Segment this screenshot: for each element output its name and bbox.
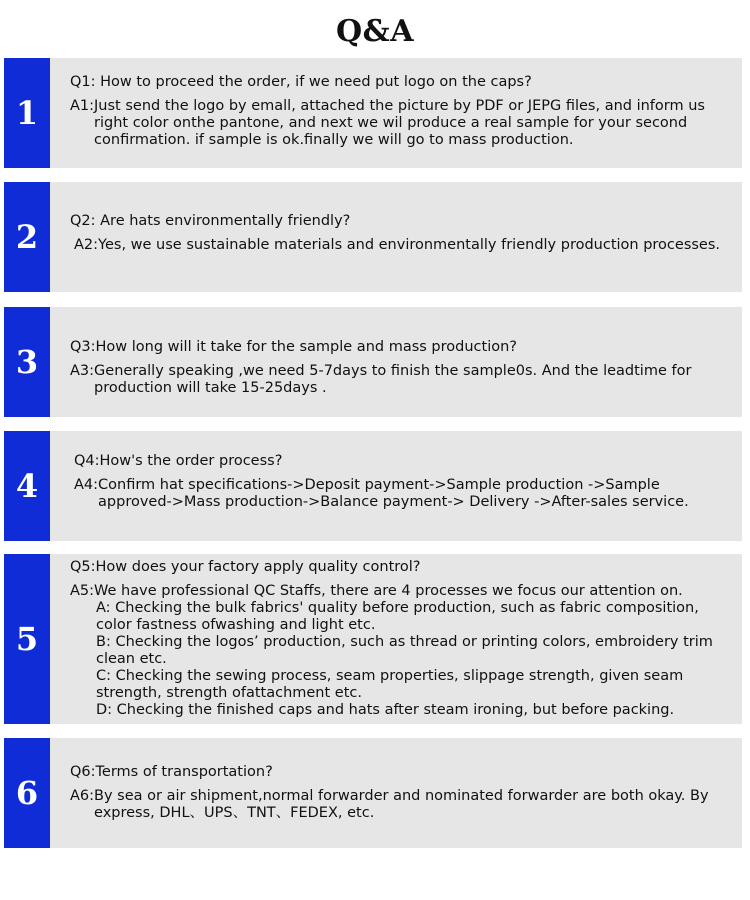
answer-text: Just send the logo by emall, attached the picture by PDF or JEPG files, and inform us right color onthe pantone, and next we wil produce a real sample for your second confirmation. if sample is ok.finally we will go to mass production.: [94, 98, 705, 148]
qa-content: [70, 559, 734, 719]
answer-text: Confirm hat specifications->Deposit payment->Sample production ->Sample approved->Mass production->Balance payment-> Delivery ->After-sales service.: [98, 477, 689, 510]
qa-block-5: [4, 554, 742, 724]
answer-line: [70, 363, 734, 397]
answer-label: A1:: [70, 98, 95, 114]
question-text: Q6:Terms of transportation?: [70, 764, 273, 780]
qa-content: [74, 453, 734, 511]
qa-number-badge: 2: [4, 182, 50, 292]
question-text: Q3:How long will it take for the sample and mass production?: [70, 339, 517, 355]
answer-line: [70, 98, 734, 149]
qa-content: [70, 74, 734, 149]
answer-label: A5:: [70, 583, 95, 599]
qa-block-3: [4, 307, 742, 417]
question-text: Q4:How's the order process?: [74, 453, 283, 469]
answer-text: By sea or air shipment,normal forwarder and nominated forwarder are both okay. By express, DHL、UPS、TNT、FEDEX, etc.: [94, 788, 709, 821]
qa-number-badge: 6: [4, 738, 50, 848]
qa-block-1: [4, 58, 742, 168]
qa-number-badge: 3: [4, 307, 50, 417]
qa-number-badge: 1: [4, 58, 50, 168]
answer-text: Generally speaking ,we need 5-7days to finish the sample0s. And the leadtime for production will take 15-25days .: [94, 363, 692, 396]
qc-process-item: C: Checking the sewing process, seam properties, slippage strength, given seam strength, strength ofattachment etc.: [96, 668, 684, 701]
answer-line: [74, 477, 734, 511]
qa-content: [70, 339, 734, 397]
answer-text: Yes, we use sustainable materials and environmentally friendly production processes.: [98, 237, 721, 253]
page-title: Q&A: [336, 14, 414, 49]
qc-process-item: A: Checking the bulk fabrics' quality before production, such as fabric composition, color fastness ofwashing and light etc.: [96, 600, 699, 633]
qa-content: [70, 764, 734, 822]
qa-number-badge: 4: [4, 431, 50, 541]
answer-label: A3:: [70, 363, 95, 379]
answer-line: [70, 788, 734, 822]
question-text: Q5:How does your factory apply quality control?: [70, 559, 421, 575]
answer-text: We have professional QC Staffs, there are 4 processes we focus our attention on.: [94, 583, 683, 599]
qa-block-2: [4, 182, 742, 292]
qa-block-6: [4, 738, 742, 848]
qa-number-badge: 5: [4, 554, 50, 724]
question-text: Q1: How to proceed the order, if we need put logo on the caps?: [70, 74, 532, 90]
question-text: Q2: Are hats environmentally friendly?: [70, 213, 351, 229]
qc-process-item: D: Checking the finished caps and hats after steam ironing, but before packing.: [96, 702, 675, 718]
answer-label: A6:: [70, 788, 95, 804]
answer-line: [70, 583, 734, 600]
qc-process-item: B: Checking the logos’ production, such as thread or printing colors, embroidery trim clean etc.: [96, 634, 713, 667]
qa-content: [70, 213, 734, 254]
qa-block-4: [4, 431, 742, 541]
answer-line: [70, 237, 734, 254]
answer-label: A4:: [74, 477, 99, 493]
answer-label: A2:: [74, 237, 99, 253]
